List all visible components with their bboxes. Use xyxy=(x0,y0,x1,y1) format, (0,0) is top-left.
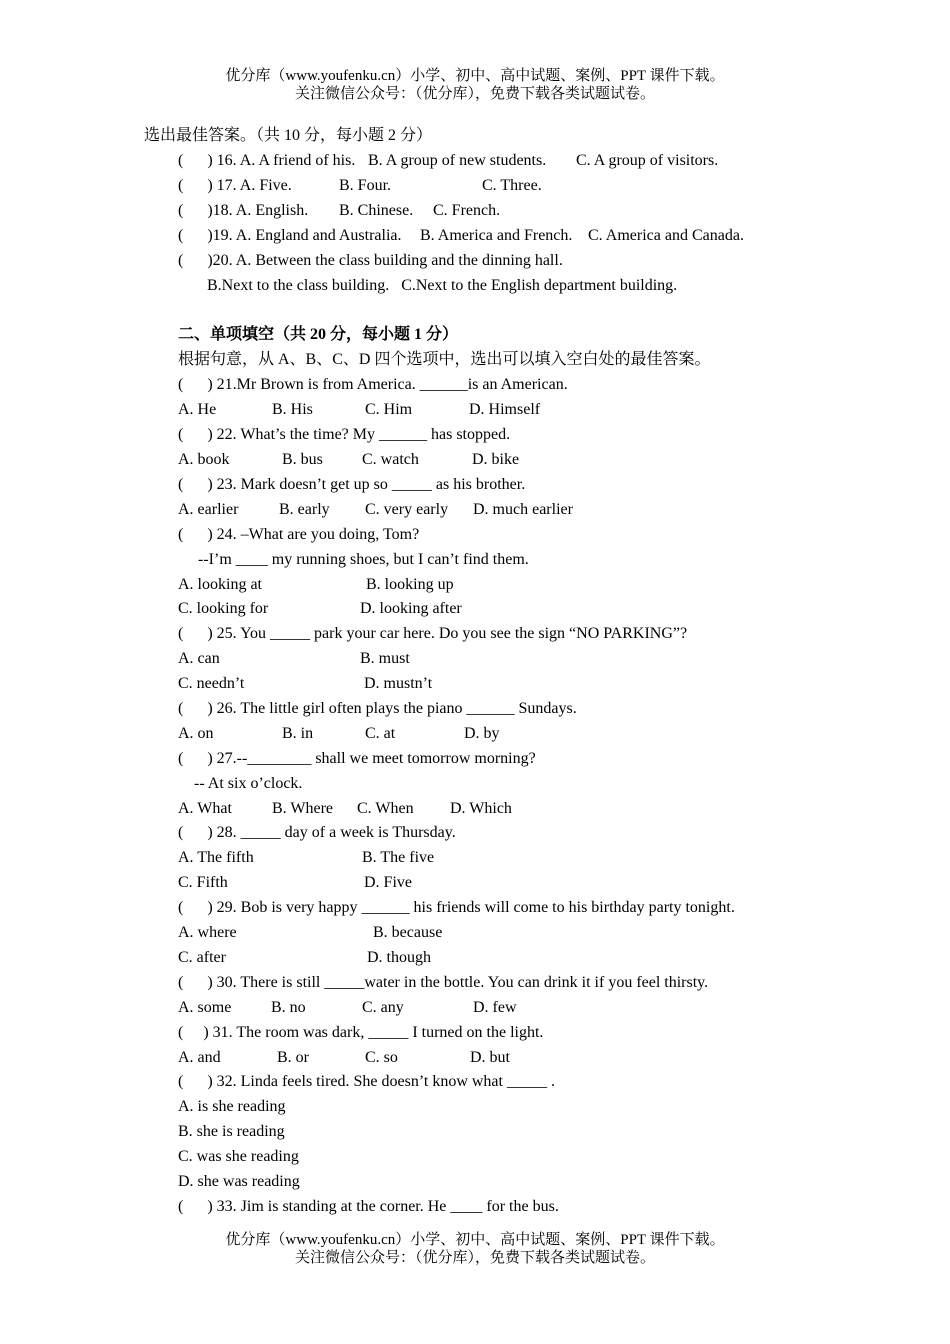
q32-option-b: B. she is reading xyxy=(178,1123,285,1140)
q19-option-c: C. America and Canada. xyxy=(588,227,744,244)
q23-option-b: B. early xyxy=(279,501,330,518)
q20-options-bc: B.Next to the class building. C.Next to the English department building. xyxy=(207,277,678,294)
q30-option-d: D. few xyxy=(473,999,517,1016)
q32-option-d: D. she was reading xyxy=(178,1173,300,1190)
q26-option-c: C. at xyxy=(365,725,396,742)
q24-stem-2: --I’m ____ my running shoes, but I can’t find them. xyxy=(198,551,529,568)
q21-option-a: A. He xyxy=(178,401,217,418)
q26-stem: ( ) 26. The little girl often plays the piano ______ Sundays. xyxy=(178,700,577,717)
q30-option-b: B. no xyxy=(271,999,306,1016)
page-footer-line-2: 关注微信公众号：（优分库），免费下载各类试题试卷。 xyxy=(294,1250,655,1266)
q26-option-a: A. on xyxy=(178,725,214,742)
q25-option-d: D. mustn’t xyxy=(364,675,433,692)
q33-stem: ( ) 33. Jim is standing at the corner. He ____ for the bus. xyxy=(178,1198,559,1215)
q20-stem: ( )20. A. Between the class building and the dinning hall. xyxy=(178,252,563,269)
q17-option-b: B. Four. xyxy=(339,177,392,194)
q22-option-a: A. book xyxy=(178,451,230,468)
q28-option-a: A. The fifth xyxy=(178,849,254,866)
q24-option-b: B. looking up xyxy=(366,576,454,593)
q21-stem: ( ) 21.Mr Brown is from America. ______is an American. xyxy=(178,376,568,393)
q21-option-b: B. His xyxy=(272,401,313,418)
q29-option-b: B. because xyxy=(373,924,443,941)
q17-option-c: C. Three. xyxy=(482,177,542,194)
q25-option-b: B. must xyxy=(360,650,410,667)
q19-option-b: B. America and French. xyxy=(420,227,573,244)
q24-option-a: A. looking at xyxy=(178,576,262,593)
q18-stem: ( )18. A. English. xyxy=(178,202,309,219)
q22-stem: ( ) 22. What’s the time? My ______ has stopped. xyxy=(178,426,511,443)
q28-option-c: C. Fifth xyxy=(178,874,228,891)
q26-option-d: D. by xyxy=(464,725,500,742)
q25-option-a: A. can xyxy=(178,650,220,667)
q24-stem: ( ) 24. –What are you doing, Tom? xyxy=(178,526,420,543)
q17-stem: ( ) 17. A. Five. xyxy=(178,177,292,194)
q27-stem-2: -- At six o’clock. xyxy=(194,775,303,792)
q28-option-b: B. The five xyxy=(362,849,435,866)
q18-option-c: C. French. xyxy=(433,202,501,219)
q21-option-c: C. Him xyxy=(365,401,413,418)
q22-option-c: C. watch xyxy=(362,451,419,468)
q28-option-d: D. Five xyxy=(364,874,412,891)
q19-stem: ( )19. A. England and Australia. xyxy=(178,227,402,244)
q31-stem: ( ) 31. The room was dark, _____ I turned on the light. xyxy=(178,1024,544,1041)
q31-option-d: D. but xyxy=(470,1049,510,1066)
q22-option-d: D. bike xyxy=(472,451,520,468)
section-2-title: 二、单项填空（共 20 分，每小题 1 分） xyxy=(178,326,459,343)
q23-option-a: A. earlier xyxy=(178,501,239,518)
q26-option-b: B. in xyxy=(282,725,314,742)
q32-option-c: C. was she reading xyxy=(178,1148,299,1165)
q29-stem: ( ) 29. Bob is very happy ______ his friends will come to his birthday party tonight. xyxy=(178,899,735,916)
listening-instruction: 选出最佳答案。（共 10 分，每小题 2 分） xyxy=(144,127,433,144)
page-footer-line-1: 优分库（www.youfenku.cn）小学、初中、高中试题、案例、PPT 课件下载。 xyxy=(225,1232,725,1248)
q27-option-d: D. Which xyxy=(450,800,512,817)
q27-option-c: C. When xyxy=(357,800,414,817)
q32-stem: ( ) 32. Linda feels tired. She doesn’t know what _____ . xyxy=(178,1073,555,1090)
q29-option-c: C. after xyxy=(178,949,226,966)
q22-option-b: B. bus xyxy=(282,451,323,468)
q32-option-a: A. is she reading xyxy=(178,1098,286,1115)
q27-option-b: B. Where xyxy=(272,800,334,817)
q31-option-b: B. or xyxy=(277,1049,309,1066)
q21-option-d: D. Himself xyxy=(469,401,541,418)
q30-stem: ( ) 30. There is still _____water in the bottle. You can drink it if you feel thirsty. xyxy=(178,974,709,991)
q31-option-c: C. so xyxy=(365,1049,398,1066)
page-header-line-1: 优分库（www.youfenku.cn）小学、初中、高中试题、案例、PPT 课件下载。 xyxy=(225,68,725,84)
page-header-line-2: 关注微信公众号：（优分库），免费下载各类试题试卷。 xyxy=(294,86,655,102)
q25-option-c: C. needn’t xyxy=(178,675,245,692)
q29-option-d: D. though xyxy=(367,949,431,966)
section-2-instruction: 根据句意，从 A、B、C、D 四个选项中，选出可以填入空白处的最佳答案。 xyxy=(178,351,711,368)
q27-stem: ( ) 27.--________ shall we meet tomorrow morning? xyxy=(178,750,536,767)
q18-option-b: B. Chinese. xyxy=(339,202,414,219)
q29-option-a: A. where xyxy=(178,924,237,941)
q30-option-c: C. any xyxy=(362,999,404,1016)
q23-stem: ( ) 23. Mark doesn’t get up so _____ as his brother. xyxy=(178,476,526,493)
q27-option-a: A. What xyxy=(178,800,232,817)
q31-option-a: A. and xyxy=(178,1049,221,1066)
q30-option-a: A. some xyxy=(178,999,232,1016)
q16-stem: ( ) 16. A. A friend of his. xyxy=(178,152,356,169)
q24-option-c: C. looking for xyxy=(178,600,269,617)
q23-option-d: D. much earlier xyxy=(473,501,573,518)
q23-option-c: C. very early xyxy=(365,501,449,518)
q16-option-b: B. A group of new students. xyxy=(368,152,547,169)
q24-option-d: D. looking after xyxy=(360,600,462,617)
q16-option-c: C. A group of visitors. xyxy=(576,152,719,169)
q25-stem: ( ) 25. You _____ park your car here. Do you see the sign “NO PARKING”? xyxy=(178,625,688,642)
q28-stem: ( ) 28. _____ day of a week is Thursday. xyxy=(178,824,456,841)
